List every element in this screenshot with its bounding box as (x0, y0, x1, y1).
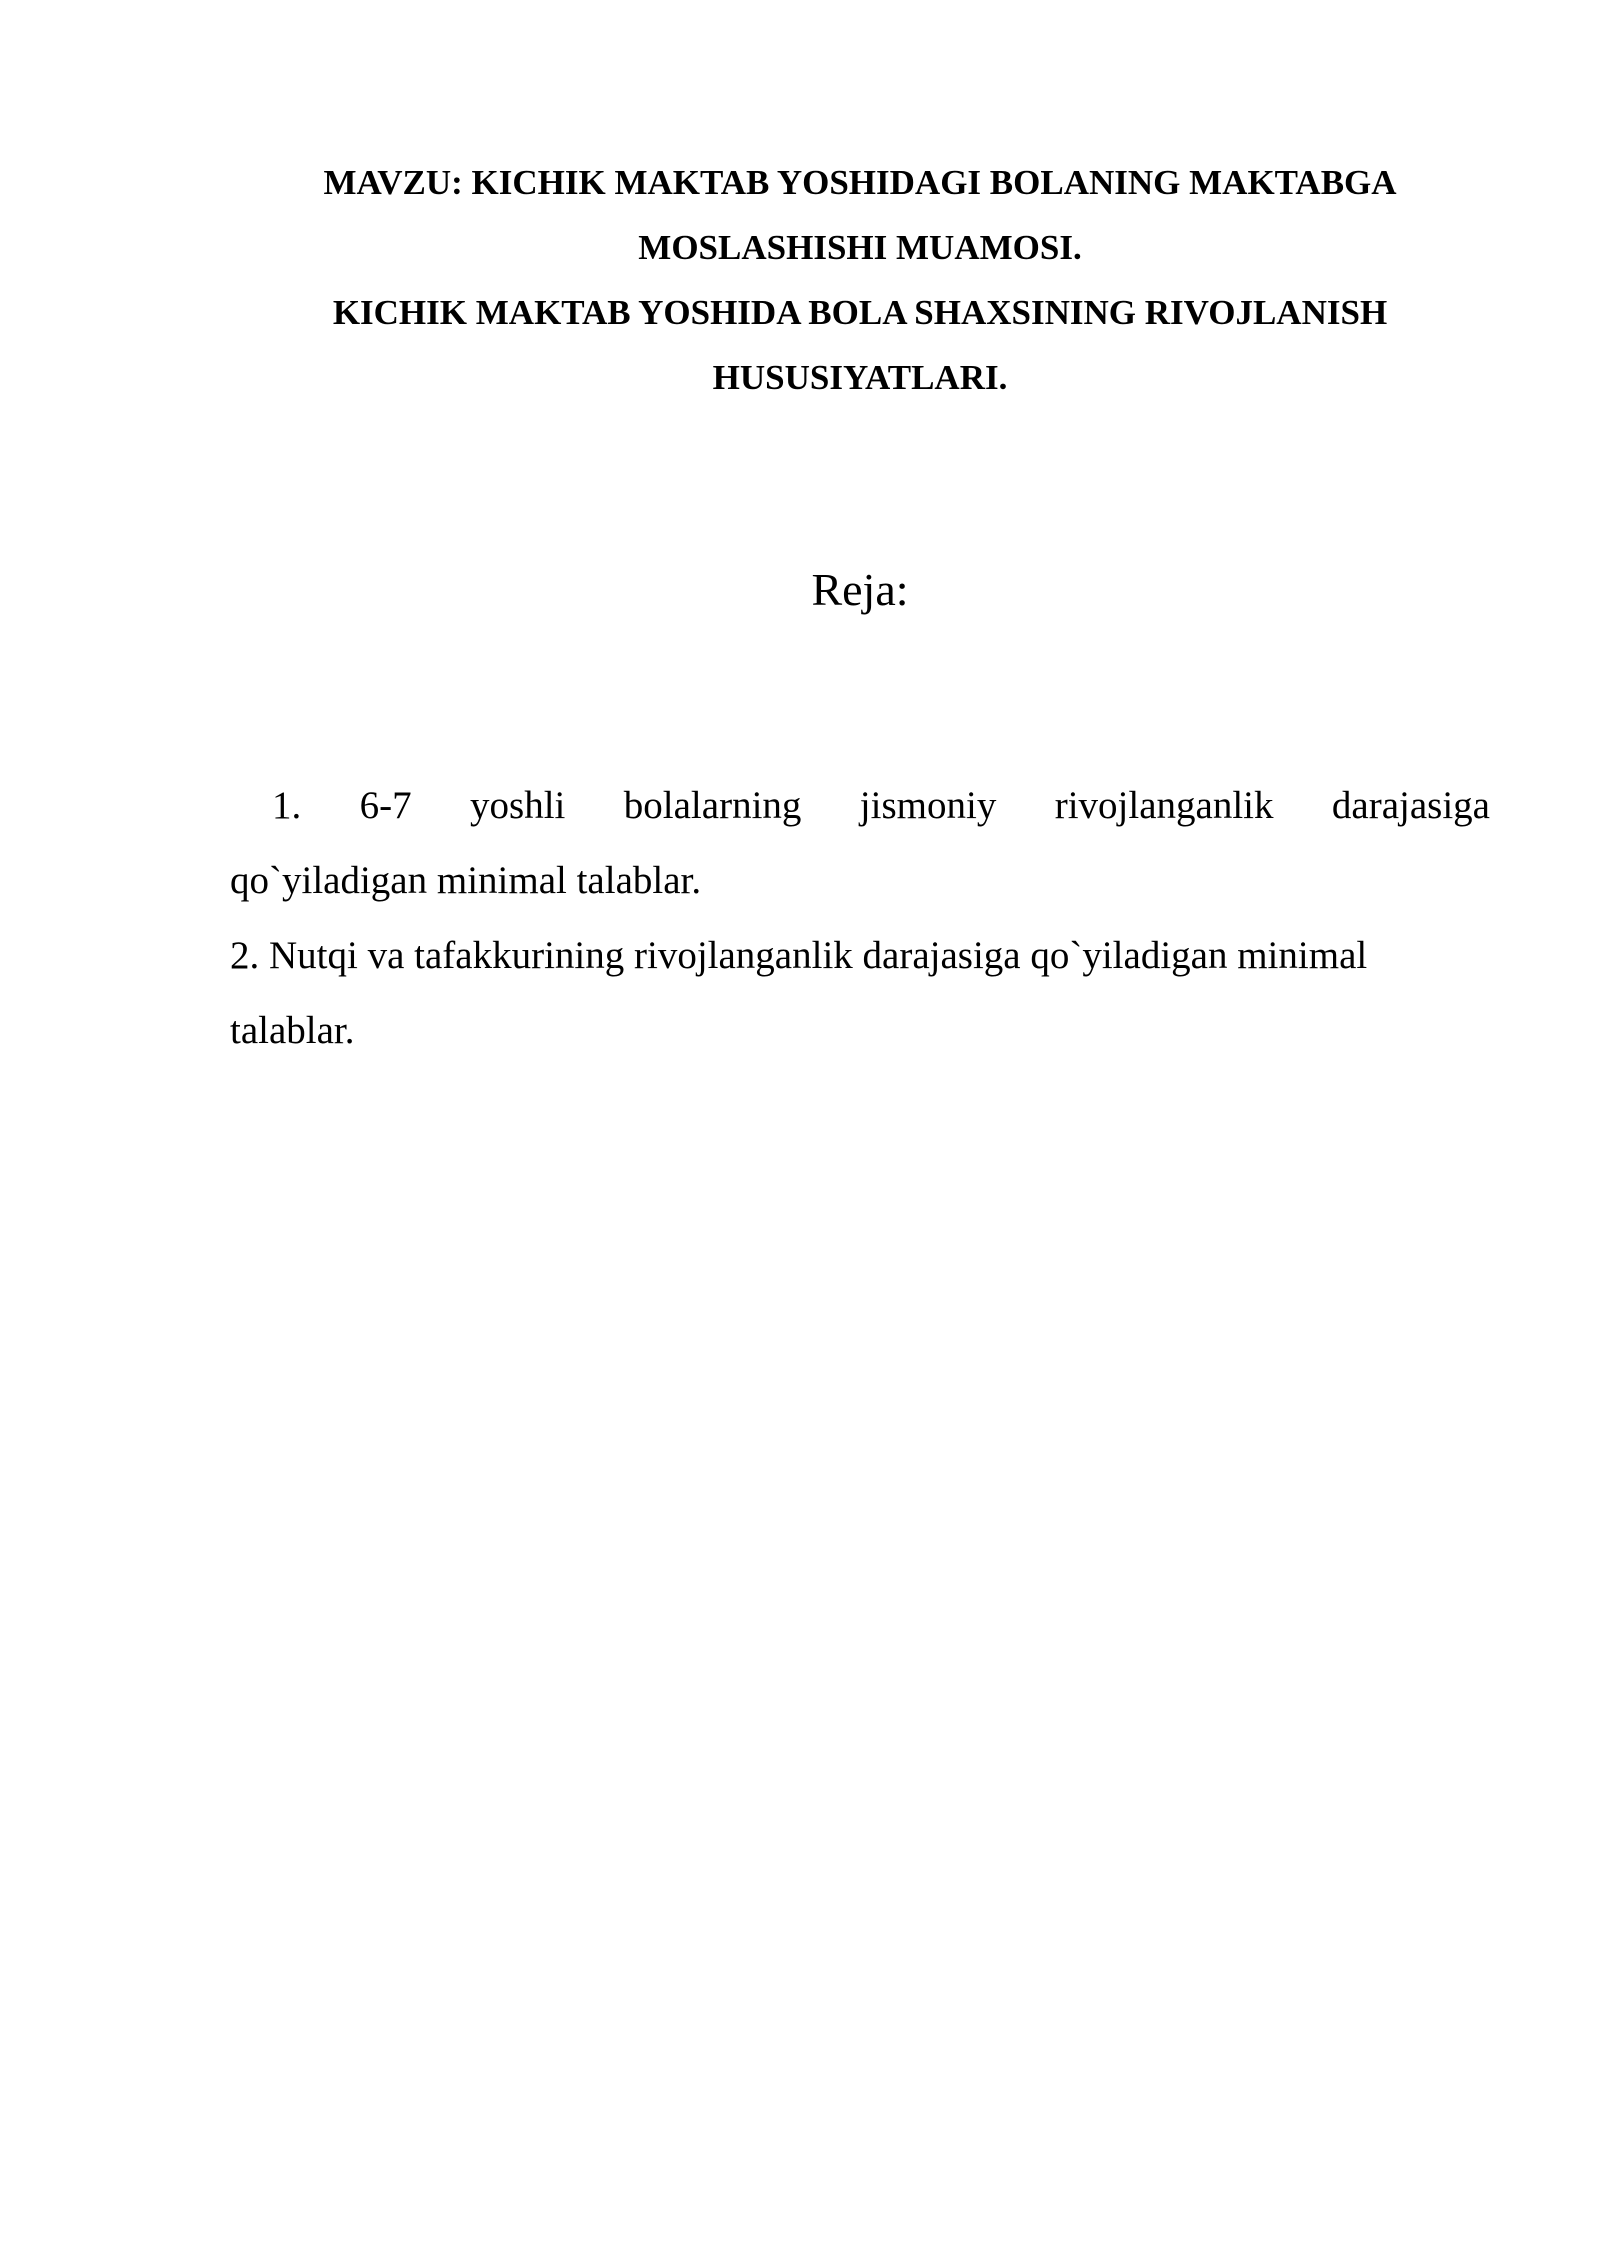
document-title (230, 150, 1490, 410)
plan-item-1-line-1: 1. 6-7 yoshli bolalarning jismoniy rivojlanganlik darajasiga (272, 784, 1490, 827)
plan-heading: Reja: (811, 564, 909, 615)
plan-item-2-line-2: talablar. (230, 1009, 355, 1052)
plan-item-2-line-1: 2. Nutqi va tafakkurining rivojlanganlik darajasiga qo`yiladigan minimal (230, 934, 1368, 977)
title-line-1: MAVZU: KICHIK MAKTAB YOSHIDAGI BOLANING MAKTABGA (323, 163, 1397, 202)
plan-list (230, 768, 1490, 1068)
title-line-2: MOSLASHISHI MUAMOSI. (638, 228, 1082, 267)
title-line-4: HUSUSIYATLARI. (712, 358, 1008, 397)
title-line-3: KICHIK MAKTAB YOSHIDA BOLA SHAXSINING RIVOJLANISH (332, 293, 1388, 332)
plan-item-1-line-2: qo`yiladigan minimal talablar. (230, 859, 702, 902)
